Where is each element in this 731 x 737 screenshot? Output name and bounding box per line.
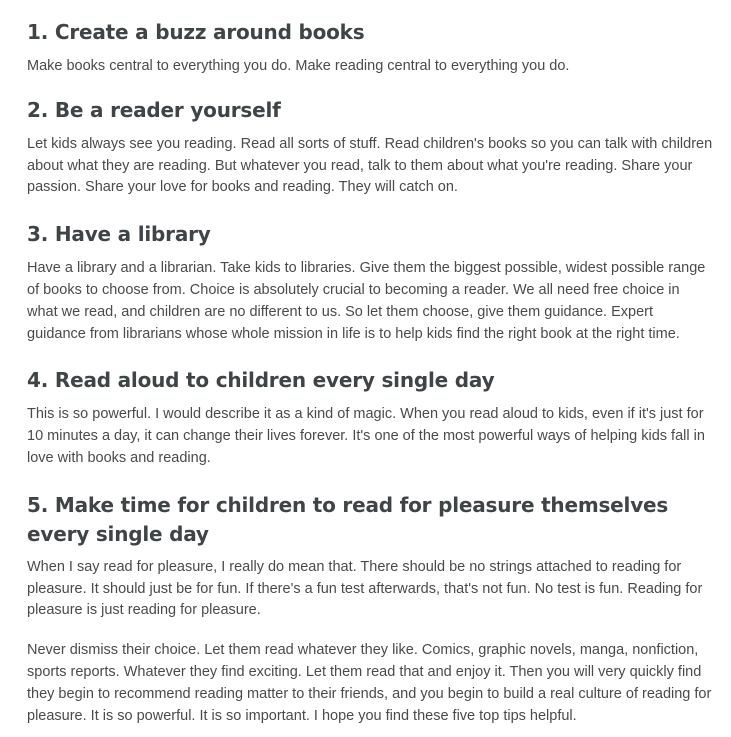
tip-paragraph: Let kids always see you reading. Read all sorts of stuff. Read children's books so you can talk with children about what they are reading. But whatever you read, talk to them about what you're reading. Share your passion. Share your love for books and reading. They will catch on. bbox=[27, 135, 713, 196]
tip-paragraph: Make books central to everything you do. Make reading central to everything you do. bbox=[27, 58, 570, 74]
tip-heading: 3. Have a library bbox=[27, 222, 211, 247]
tip-paragraph: This is so powerful. I would describe it as a kind of magic. When you read aloud to kids, even if it's just for 10 minutes a day, it can change their lives forever. It's one of the most powerful ways of helping kids fall in love with books and reading. bbox=[27, 406, 705, 466]
tip-paragraph: Have a library and a librarian. Take kids to libraries. Give them the biggest possible, widest possible range of books to choose from. Choice is absolutely crucial to becoming a reader. We all need free choice in what we read, and children are no different to us. So let them choose, give them guidance. Expert guidance from librarians whose whole mission in life is to help kids find the right book at the right time. bbox=[27, 260, 706, 342]
tip-heading: 4. Read aloud to children every single day bbox=[27, 368, 495, 393]
tip-heading: 5. Make time for children to read for pleasure themselves every single day bbox=[27, 492, 669, 546]
tip-section-1 bbox=[27, 18, 713, 78]
tip-paragraph: When I say read for pleasure, I really do mean that. There should be no strings attached to reading for pleasure. It should just be for fun. If there's a fun test afterwards, that's not fun. No test is fun. Reading for pleasure is just reading for pleasure. bbox=[27, 558, 703, 619]
tip-heading: 1. Create a buzz around books bbox=[27, 20, 365, 44]
tip-heading: 2. Be a reader yourself bbox=[27, 97, 281, 122]
tip-section-4 bbox=[27, 366, 713, 469]
tip-section-5 bbox=[27, 491, 713, 728]
tip-paragraph: Never dismiss their choice. Let them read whatever they like. Comics, graphic novels, manga, nonfiction, sports reports. Whatever they find exciting. Let them read that and enjoy it. Then you will very quickly find they begin to recommend reading matter to their friends, and you begin to build a real culture of reading for pleasure. It is so powerful. It is so important. I hope you find these five top tips helpful. bbox=[27, 642, 712, 724]
tip-section-3 bbox=[27, 220, 713, 345]
tip-section-2 bbox=[27, 96, 713, 199]
